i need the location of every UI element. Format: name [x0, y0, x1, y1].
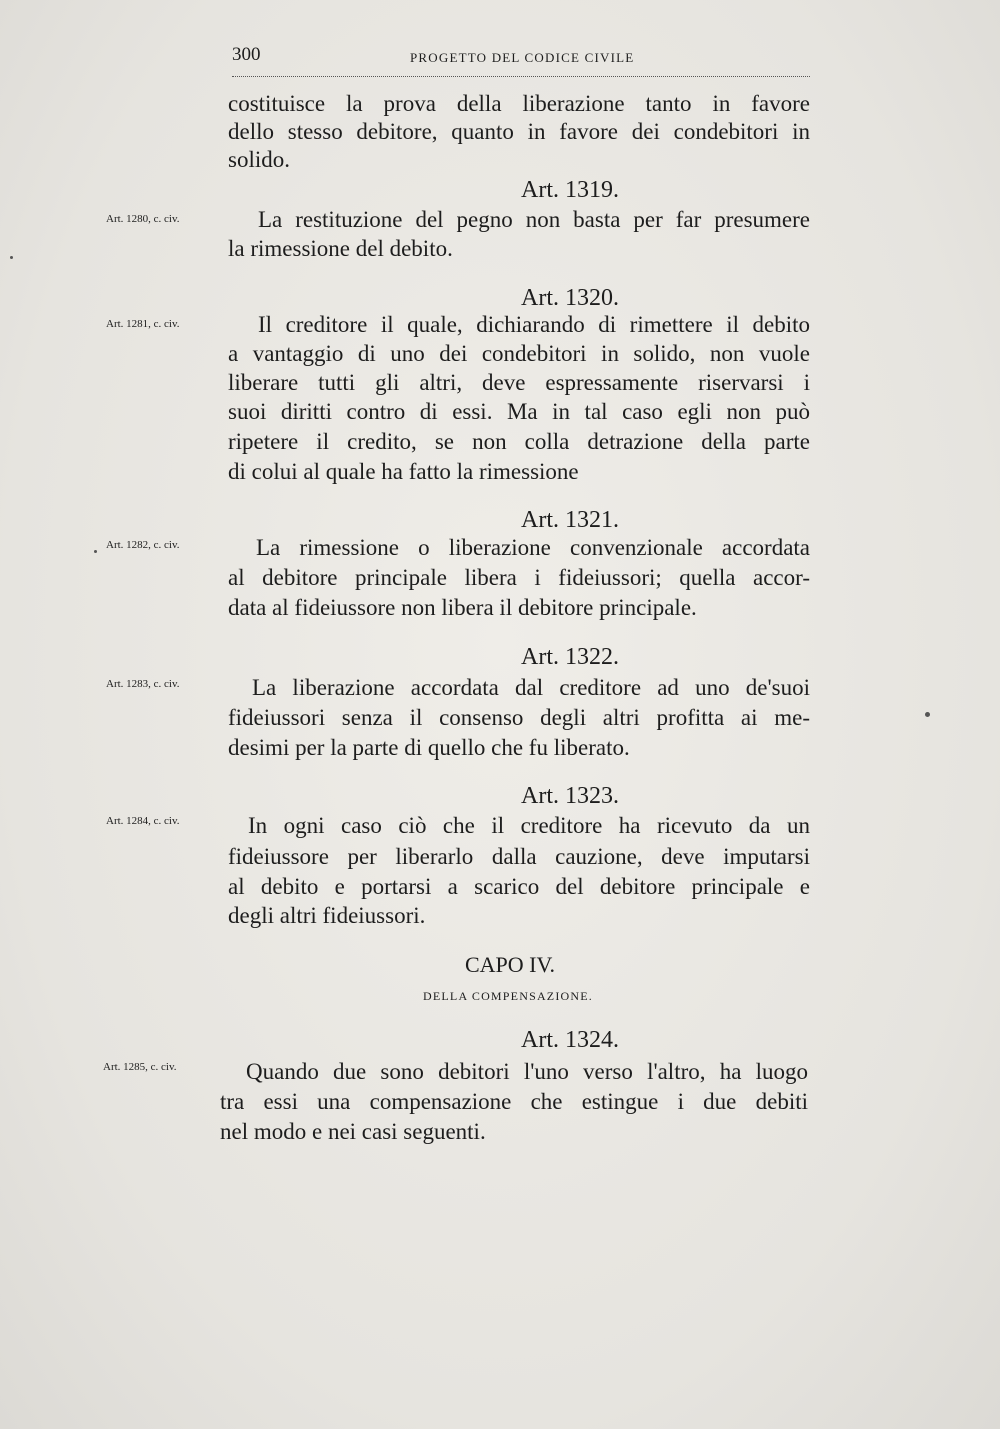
body-line: costituisce la prova della liberazione tanto in favore	[228, 91, 810, 116]
body-line: suoi diritti contro di essi. Ma in tal caso egli non può	[228, 399, 810, 424]
margin-reference: Art. 1284, c. civ.	[106, 815, 180, 827]
body-line: a vantaggio di uno dei condebitori in solido, non vuole	[228, 341, 810, 366]
body-line: desimi per la parte di quello che fu liberato.	[228, 735, 630, 760]
page-header	[232, 44, 810, 77]
body-line: La liberazione accordata dal creditore ad uno de'suoi	[252, 675, 810, 700]
margin-reference: Art. 1285, c. civ.	[103, 1061, 177, 1073]
chapter-title: CAPO IV.	[464, 952, 556, 977]
body-line: al debitore principale libera i fideiussori; quella accor-	[228, 565, 810, 590]
body-line: In ogni caso ciò che il creditore ha ricevuto da un	[248, 813, 810, 838]
margin-reference: Art. 1283, c. civ.	[106, 678, 180, 690]
article-heading: Art. 1324.	[521, 1027, 619, 1053]
body-line: La rimessione o liberazione convenzionale accordata	[256, 535, 810, 560]
body-line: tra essi una compensazione che estingue i due debiti	[220, 1089, 808, 1114]
body-line: fideiussori senza il consenso degli altri profitta ai me-	[228, 705, 810, 730]
ink-speck	[94, 550, 97, 553]
margin-reference: Art. 1280, c. civ.	[106, 213, 180, 225]
article-heading: Art. 1320.	[521, 285, 619, 311]
article-heading: Art. 1322.	[521, 644, 619, 670]
body-line: degli altri fideiussori.	[228, 903, 426, 928]
body-line: liberare tutti gli altri, deve espressamente riservarsi i	[228, 370, 810, 395]
body-line: La restituzione del pegno non basta per far presumere	[258, 207, 810, 232]
body-line: Quando due sono debitori l'uno verso l'altro, ha luogo	[246, 1059, 808, 1084]
body-line: al debito e portarsi a scarico del debitore principale e	[228, 874, 810, 899]
page-number: 300	[232, 44, 261, 65]
running-title: PROGETTO DEL CODICE CIVILE	[410, 50, 635, 65]
body-line: di colui al quale ha fatto la rimessione	[228, 459, 579, 484]
body-line: dello stesso debitore, quanto in favore dei condebitori in	[228, 119, 810, 144]
margin-reference: Art. 1282, c. civ.	[106, 539, 180, 551]
body-line: data al fideiussore non libera il debitore principale.	[228, 595, 697, 620]
ink-speck	[10, 256, 13, 259]
article-heading: Art. 1321.	[521, 507, 619, 533]
ink-speck	[925, 712, 930, 717]
body-line: ripetere il credito, se non colla detrazione della parte	[228, 429, 810, 454]
chapter-subtitle: DELLA COMPENSAZIONE.	[423, 989, 593, 1003]
body-line: la rimessione del debito.	[228, 236, 453, 261]
body-line: Il creditore il quale, dichiarando di rimettere il debito	[258, 312, 810, 337]
body-line: nel modo e nei casi seguenti.	[220, 1119, 486, 1144]
article-heading: Art. 1323.	[521, 783, 619, 809]
body-line: solido.	[228, 147, 290, 172]
body-line: fideiussore per liberarlo dalla cauzione, deve imputarsi	[228, 844, 810, 869]
article-heading: Art. 1319.	[521, 177, 619, 203]
margin-reference: Art. 1281, c. civ.	[106, 318, 180, 330]
